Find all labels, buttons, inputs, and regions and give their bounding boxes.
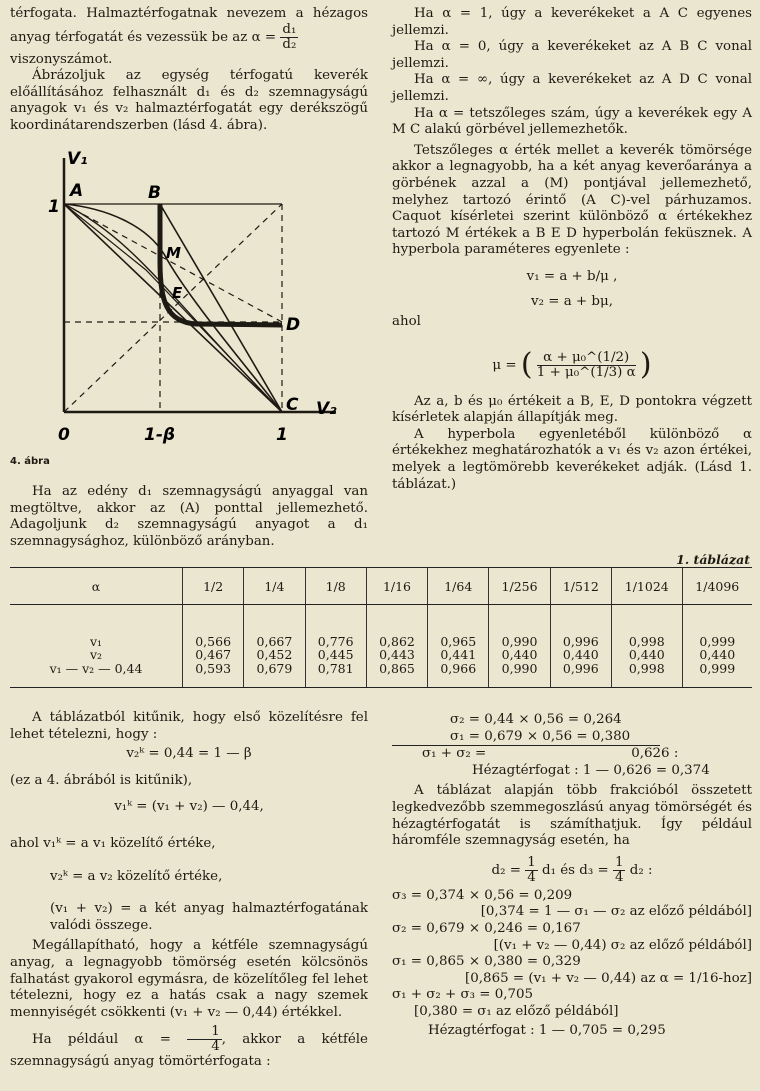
table-title: 1. táblázat bbox=[676, 552, 750, 567]
calc-line: σ₃ = 0,374 × 0,56 = 0,209 bbox=[392, 887, 573, 903]
paragraph: térfogata. Halmaztérfogatnak nevezem a hézagos anyag térfogatát és vezessük be az α = $\frac{\text{d₁}}{\text{d₂}}$ bbox=[10, 6, 368, 52]
table-header-row bbox=[10, 568, 752, 605]
paragraph: Ha α = 0, úgy a keverékeket az A B C vonal jellemzi. bbox=[392, 39, 752, 71]
calc-line: σ₁ + σ₂ = 0,626 : bbox=[422, 746, 679, 762]
table-cell: 0,776 0,445 0,781 bbox=[305, 605, 366, 688]
paragraph: (ez a 4. ábrából is kitűnik), bbox=[10, 772, 193, 788]
table-1 bbox=[10, 567, 752, 688]
table-header: 1/4096 bbox=[682, 568, 752, 605]
paragraph: A táblázat alapján több frakcióból összetett legkedvezőbb szemmegoszlású anyag tömörségét és hézagtérfogatát is számíthatjuk. Így például háromféle szemnagyság esetén, ha bbox=[392, 783, 752, 849]
axis-v2-label: V₂ bbox=[316, 399, 337, 419]
calc-line: σ₁ = 0,679 × 0,56 = 0,380 bbox=[392, 729, 660, 747]
calc-line: [0,380 = σ₁ az előző példából] bbox=[414, 1003, 619, 1019]
calc-line: [(v₁ + v₂ — 0,44) σ₂ az előző példából] bbox=[493, 937, 752, 953]
point-e-label: E bbox=[172, 284, 183, 302]
fraction: $\frac{\text{d₁}}{\text{d₂}}$ bbox=[282, 21, 297, 52]
y-one-label: 1 bbox=[48, 197, 60, 217]
table-header: α bbox=[10, 568, 183, 605]
left-column-bottom bbox=[10, 710, 368, 1071]
table-cell: 0,996 0,440 0,996 bbox=[550, 605, 611, 688]
table-cell: 0,566 0,467 0,593 bbox=[183, 605, 244, 688]
paragraph: ahol v₁ᵏ = a v₁ közelítő értéke, bbox=[10, 835, 216, 851]
row-labels: v₁ v₂ v₁ — v₂ — 0,44 bbox=[10, 605, 183, 688]
right-column-bottom bbox=[392, 712, 752, 1039]
table-header: 1/16 bbox=[366, 568, 427, 605]
table-cell: 0,965 0,441 0,966 bbox=[428, 605, 489, 688]
table-header: 1/64 bbox=[428, 568, 489, 605]
paragraph: Ha az edény d₁ szemnagyságú anyaggal van megtöltve, akkor az (A) ponttal jellemezhető. Adagoljunk d₂ szemnagyságú anyagot a d₁ szemnagysághoz, különböző arányban. bbox=[10, 484, 368, 549]
origin-label: 0 bbox=[58, 425, 70, 445]
paragraph: Ha például α = $\frac{1}{4}$ , akkor a kétféle szemnagyságú anyag tömörtérfogata : bbox=[10, 1024, 368, 1070]
equation: v₁ᵏ = (v₁ + v₂) — 0,44, bbox=[114, 799, 264, 815]
one-minus-beta-label: 1-β bbox=[144, 425, 176, 445]
point-b-label: B bbox=[148, 183, 161, 203]
table-cell: 0,998 0,440 0,998 bbox=[611, 605, 682, 688]
paragraph: Ha α = tetszőleges szám, úgy a keverékek egy A M C alakú görbével jellemezhetők. bbox=[392, 105, 752, 138]
equation: v₂ = a + bμ, bbox=[531, 293, 613, 309]
calc-line: σ₂ = 0,679 × 0,246 = 0,167 bbox=[392, 920, 581, 936]
calc-line: σ₁ = 0,865 × 0,380 = 0,329 bbox=[392, 954, 581, 970]
paragraph: Tetszőleges α érték mellet a keverék tömörsége akkor a legnagyobb, ha a két anyag keverőaránya a görbének azzal a (M) pontjával jellemezhető, melyhez tartozó érintő (A C)-vel párhuzamos. Caquot kísérletei szerint különböző α értékekhez tartozó M értékek a B E D hyperbolán feküsznek. A hyperbola paraméteres egyenlete : bbox=[392, 142, 752, 258]
axis-v1-label: V₁ bbox=[67, 150, 88, 169]
paragraph: Ha α = ∞, úgy a keverékeket az A D C vonal jellemzi. bbox=[392, 72, 752, 104]
paragraph: Az a, b és μ₀ értékeit a B, E, D pontokra végzett kísérletek alapján állapítják meg. bbox=[392, 393, 752, 426]
left-column-top bbox=[10, 6, 368, 135]
table-row bbox=[10, 605, 752, 688]
calc-line: Hézagtérfogat : 1 — 0,705 = 0,295 bbox=[428, 1022, 666, 1038]
equation: d₂ = $\frac{1}{4}$ d₁ és d₃ = $\frac{1}{4}$ d₂ : bbox=[491, 854, 653, 885]
equation: v₂ᵏ = 0,44 = 1 — β bbox=[126, 746, 252, 762]
paragraph: v₂ᵏ = a v₂ közelítő értéke, bbox=[50, 868, 223, 884]
table-header: 1/256 bbox=[489, 568, 550, 605]
table-header: 1/8 bbox=[305, 568, 366, 605]
calc-line: σ₁ + σ₂ + σ₃ = 0,705 bbox=[392, 987, 534, 1003]
calc-line: [0,374 = 1 — σ₁ — σ₂ az előző példából] bbox=[480, 904, 752, 920]
paragraph: A hyperbola egyenletéből különböző α értékekhez meghatározhatók a v₁ és v₂ azon értékei, melyek a legtömörebb keverékeket adják. (Lásd 1. táblázat.) bbox=[392, 426, 752, 492]
paragraph: Ábrázoljuk az egység térfogatú keverék előállításához felhasznált d₁ és d₂ szemnagyságú anyagok v₁ és v₂ halmaztérfogatát egy derékszögű koordinátarendszerben (lásd 4. ábra). bbox=[10, 68, 368, 133]
table-header: 1/512 bbox=[550, 568, 611, 605]
table-header: 1/4 bbox=[244, 568, 305, 605]
table-cell: 0,667 0,452 0,679 bbox=[244, 605, 305, 688]
paragraph: Megállapítható, hogy a kétféle szemnagyságú anyag, a legnagyobb tömörség esetén kölcsönös falhatást gyakorol egymásra, de közelítőleg fel lehet tételezni, hogy ez a hatás csak a nagy szemek mennyiségét csökkenti (v₁ + v₂ — 0,44) értékkel. bbox=[10, 938, 368, 1020]
paragraph: A táblázatból kitűnik, hogy első közelítésre fel lehet tételezni, hogy : bbox=[10, 710, 368, 742]
equation: v₁ = a + b/μ , bbox=[526, 268, 618, 284]
right-column-top bbox=[392, 6, 752, 493]
point-m-label: M bbox=[166, 244, 181, 262]
table-header: 1/2 bbox=[183, 568, 244, 605]
calc-line: Hézagtérfogat : 1 — 0,626 = 0,374 bbox=[472, 762, 710, 778]
point-c-label: C bbox=[286, 395, 299, 415]
paragraph: Ha α = 1, úgy a keverékeket a A C egyenes jellemzi. bbox=[392, 6, 752, 38]
calc-line: [0,865 = (v₁ + v₂ — 0,44) az α = 1/16-hoz] bbox=[465, 970, 752, 986]
figure-4-diagram bbox=[36, 150, 346, 450]
table-cell: 0,862 0,443 0,865 bbox=[366, 605, 427, 688]
table-header: 1/1024 bbox=[611, 568, 682, 605]
point-d-label: D bbox=[286, 315, 301, 335]
figure-caption: 4. ábra bbox=[10, 456, 50, 467]
mu-equation: μ = ( $\frac{\text{α + μ₀\textasciicircum{}(1/2)}}{\text{1 + μ₀\textasciicircum{}(1/3) α}}$ ) bbox=[492, 346, 652, 382]
table-cell: 0,990 0,440 0,990 bbox=[489, 605, 550, 688]
left-column-mid bbox=[10, 484, 368, 550]
paragraph: ahol bbox=[392, 314, 421, 330]
paragraph: viszonyszámot. bbox=[10, 51, 113, 67]
paragraph: (v₁ + v₂) = a két anyag halmaztérfogatának valódi összege. bbox=[50, 901, 368, 933]
table-cell: 0,999 0,440 0,999 bbox=[682, 605, 752, 688]
x-one-label: 1 bbox=[276, 425, 288, 445]
calc-line: σ₂ = 0,44 × 0,56 = 0,264 bbox=[450, 712, 622, 727]
point-a-label: A bbox=[70, 181, 84, 201]
